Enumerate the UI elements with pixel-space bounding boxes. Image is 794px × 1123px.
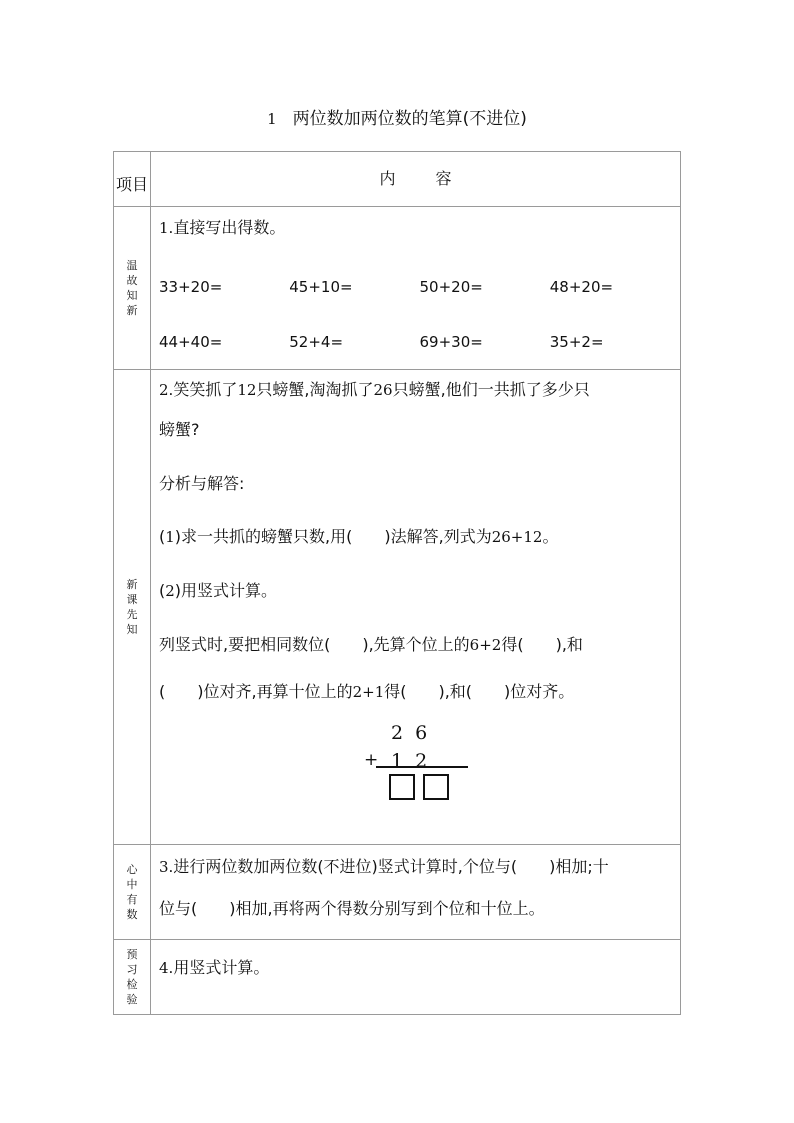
new-lesson-row (114, 370, 681, 845)
mind-content (151, 845, 681, 940)
lesson-table (113, 151, 681, 1015)
exercise-item: 45+10= (289, 277, 353, 296)
review-content (151, 207, 681, 370)
exercise-item: 52+4= (289, 332, 344, 351)
new-lesson-side-label: 新 课 先 知 (114, 370, 151, 845)
vertical-bottom-number: 1 2 (391, 750, 428, 772)
check-row (114, 940, 681, 1015)
step-2-line-1: 列竖式时,要把相同数位( ),先算个位上的6+2得( ),和 (159, 635, 583, 654)
lesson-number: 1 (267, 110, 277, 128)
review-side-label: 温 故 知 新 (114, 207, 151, 370)
exercise-item: 48+20= (549, 277, 614, 296)
header-content-label-b: 容 (435, 169, 452, 188)
question-2-line-2: 螃蟹? (159, 420, 200, 439)
header-row (114, 152, 681, 207)
check-side-label: 预 习 检 验 (114, 940, 151, 1015)
question-3-line-1: 3.进行两位数加两位数(不进位)竖式计算时,个位与( )相加;十 (159, 857, 609, 876)
header-content-cell (151, 152, 681, 207)
new-lesson-content (151, 370, 681, 845)
exercise-row-1 (159, 259, 680, 314)
exercise-item: 33+20= (159, 277, 223, 296)
vertical-top-number: 2 6 (391, 722, 428, 744)
header-item-cell (114, 152, 151, 207)
step-1: (1)求一共抓的螃蟹只数,用( )法解答,列式为26+12。 (159, 527, 559, 546)
question-3-line-2: 位与( )相加,再将两个得数分别写到个位和十位上。 (159, 899, 545, 918)
exercise-item: 35+2= (549, 332, 604, 351)
lesson-title: 两位数加两位数的笔算(不进位) (292, 109, 527, 129)
page-title (0, 104, 794, 129)
step-2: (2)用竖式计算。 (159, 581, 278, 600)
vertical-addition (159, 714, 680, 814)
check-content (151, 940, 681, 1015)
exercise-item: 44+40= (159, 332, 223, 351)
exercise-item: 69+30= (419, 332, 483, 351)
analysis-label: 分析与解答: (159, 474, 245, 493)
mind-side-label: 心 中 有 数 (114, 845, 151, 940)
step-2-line-2: ( )位对齐,再算十位上的2+1得( ),和( )位对齐。 (159, 682, 575, 701)
question-2-line-1: 2.笑笑抓了12只螃蟹,淘淘抓了26只螃蟹,他们一共抓了多少只 (159, 380, 590, 399)
question-4: 4.用竖式计算。 (159, 958, 270, 977)
question-1: 1.直接写出得数。 (159, 218, 286, 237)
review-row (114, 207, 681, 370)
header-content-label-a: 内 (379, 169, 396, 188)
mind-row (114, 845, 681, 940)
exercise-item: 50+20= (419, 277, 483, 296)
exercise-row-2 (159, 314, 680, 369)
header-item-label: 项目 (115, 174, 148, 194)
answer-box-tens[interactable] (389, 774, 415, 800)
vertical-plus-sign: + (364, 750, 379, 770)
answer-box-ones[interactable] (423, 774, 449, 800)
vertical-sum-line (376, 766, 468, 768)
